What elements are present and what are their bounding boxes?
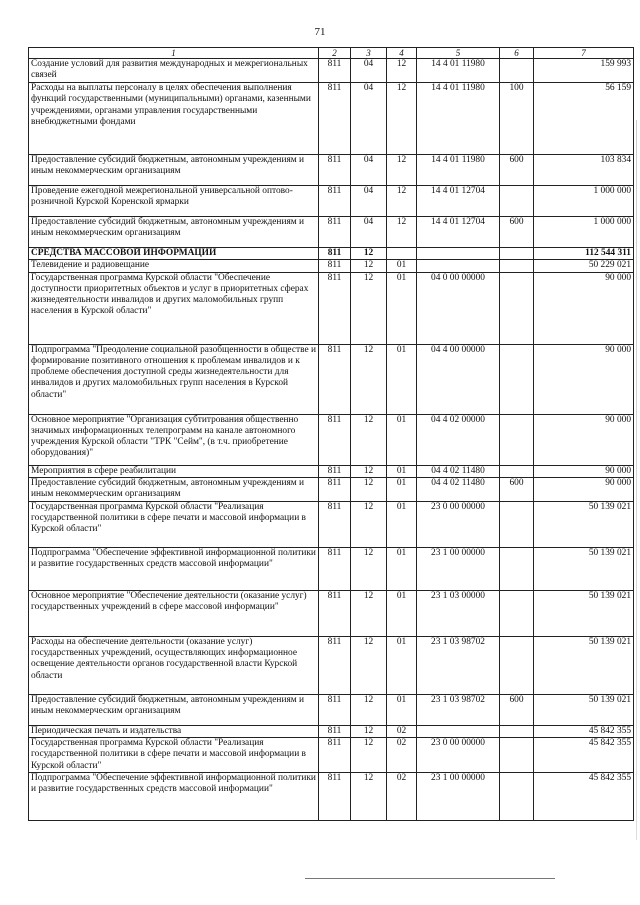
row-subsection: 01 (387, 501, 417, 547)
row-section: 04 (351, 155, 387, 186)
table-row (29, 272, 634, 344)
row-amount: 112 544 311 (534, 248, 634, 260)
table-row (29, 83, 634, 155)
row-admin-code: 811 (319, 344, 351, 414)
row-amount: 50 139 021 (534, 501, 634, 547)
row-target-article: 04 4 00 00000 (417, 344, 500, 414)
table-row (29, 590, 634, 636)
row-target-article: 14 4 01 11980 (417, 59, 500, 83)
row-name: Предоставление субсидий бюджетным, автономным учреждениям и иным некоммерческим организациям (29, 477, 319, 501)
row-section: 12 (351, 725, 387, 737)
row-expense-type (500, 260, 534, 272)
row-name: Государственная программа Курской области "Обеспечение доступности приоритетных объектов и услуг в приоритетных сферах жизнедеятельности инвалидов и других маломобильных групп населения в Курской области" (29, 272, 319, 344)
row-amount: 56 159 (534, 83, 634, 155)
row-name: Расходы на обеспечение деятельности (оказание услуг) государственных учреждений, осуществляющих информационное освещение деятельности органов государственной власти Курской области (29, 636, 319, 694)
row-section: 04 (351, 217, 387, 248)
row-section: 04 (351, 186, 387, 217)
row-amount: 159 993 (534, 59, 634, 83)
row-admin-code: 811 (319, 186, 351, 217)
row-amount: 50 139 021 (534, 694, 634, 725)
row-target-article: 14 4 01 12704 (417, 217, 500, 248)
table-row (29, 414, 634, 465)
row-admin-code: 811 (319, 155, 351, 186)
row-name: Предоставление субсидий бюджетным, автономным учреждениям и иным некоммерческим организациям (29, 217, 319, 248)
row-admin-code: 811 (319, 773, 351, 821)
header-col-1: 1 (29, 48, 319, 59)
row-section: 12 (351, 547, 387, 590)
row-expense-type (500, 590, 534, 636)
row-expense-type: 600 (500, 217, 534, 248)
row-section: 12 (351, 636, 387, 694)
row-section: 12 (351, 272, 387, 344)
table-row (29, 738, 634, 773)
row-expense-type (500, 636, 534, 694)
row-target-article: 14 4 01 11980 (417, 83, 500, 155)
row-section: 12 (351, 465, 387, 477)
row-amount: 90 000 (534, 344, 634, 414)
row-amount: 50 139 021 (534, 590, 634, 636)
row-subsection: 12 (387, 83, 417, 155)
row-target-article (417, 725, 500, 737)
row-admin-code: 811 (319, 501, 351, 547)
row-name: Государственная программа Курской области "Реализация государственной политики в сфере печати и массовой информации в Курской области" (29, 501, 319, 547)
row-subsection (387, 248, 417, 260)
row-amount: 90 000 (534, 414, 634, 465)
row-admin-code: 811 (319, 217, 351, 248)
row-name: Периодическая печать и издательства (29, 725, 319, 737)
header-col-5: 5 (417, 48, 500, 59)
row-subsection: 12 (387, 155, 417, 186)
row-expense-type (500, 414, 534, 465)
row-target-article: 04 4 02 11480 (417, 465, 500, 477)
row-subsection: 12 (387, 59, 417, 83)
row-admin-code: 811 (319, 414, 351, 465)
row-admin-code: 811 (319, 465, 351, 477)
row-subsection: 02 (387, 773, 417, 821)
row-name: Создание условий для развития международных и межрегиональных связей (29, 59, 319, 83)
table-row (29, 465, 634, 477)
row-expense-type (500, 738, 534, 773)
row-admin-code: 811 (319, 547, 351, 590)
row-subsection: 01 (387, 590, 417, 636)
row-name: Мероприятия в сфере реабилитации (29, 465, 319, 477)
table-row (29, 217, 634, 248)
row-expense-type (500, 344, 534, 414)
row-expense-type (500, 501, 534, 547)
row-section: 12 (351, 590, 387, 636)
row-target-article: 23 1 03 00000 (417, 590, 500, 636)
row-amount: 45 842 355 (534, 725, 634, 737)
header-col-4: 4 (387, 48, 417, 59)
row-admin-code: 811 (319, 272, 351, 344)
row-target-article: 04 4 02 11480 (417, 477, 500, 501)
row-expense-type: 600 (500, 477, 534, 501)
row-subsection: 02 (387, 738, 417, 773)
row-name: Подпрограмма "Преодоление социальной разобщенности в обществе и формирование позитивного отношения к проблемам инвалидов и к проблеме обеспечения доступной среды жизнедеятельности для инвалидов и других маломобильных групп населения в Курской области" (29, 344, 319, 414)
row-expense-type: 600 (500, 694, 534, 725)
row-amount: 45 842 355 (534, 773, 634, 821)
header-col-2: 2 (319, 48, 351, 59)
row-subsection: 01 (387, 636, 417, 694)
row-subsection: 01 (387, 344, 417, 414)
row-expense-type (500, 272, 534, 344)
row-target-article (417, 260, 500, 272)
row-subsection: 01 (387, 694, 417, 725)
row-amount: 50 139 021 (534, 636, 634, 694)
row-target-article: 23 1 03 98702 (417, 636, 500, 694)
row-section: 04 (351, 83, 387, 155)
budget-table (28, 47, 634, 821)
row-subsection: 01 (387, 272, 417, 344)
row-amount: 1 000 000 (534, 186, 634, 217)
row-amount: 1 000 000 (534, 217, 634, 248)
row-name: Основное мероприятие "Организация субтитрования общественно значимых информационных телепрограмм на канале автономного учреждения Курской области "ТРК "Сейм", (в т.ч. приобретение оборудования)" (29, 414, 319, 465)
header-col-3: 3 (351, 48, 387, 59)
row-target-article: 04 0 00 00000 (417, 272, 500, 344)
row-expense-type (500, 725, 534, 737)
row-target-article: 14 4 01 11980 (417, 155, 500, 186)
row-target-article: 23 0 00 00000 (417, 501, 500, 547)
row-expense-type (500, 248, 534, 260)
row-admin-code: 811 (319, 477, 351, 501)
row-section: 12 (351, 477, 387, 501)
row-amount: 50 139 021 (534, 547, 634, 590)
table-row (29, 773, 634, 821)
row-target-article: 23 1 00 00000 (417, 547, 500, 590)
table-row (29, 344, 634, 414)
table-row (29, 59, 634, 83)
row-section: 12 (351, 248, 387, 260)
row-name: Предоставление субсидий бюджетным, автономным учреждениям и иным некоммерческим организациям (29, 694, 319, 725)
row-target-article: 23 1 03 98702 (417, 694, 500, 725)
table-row (29, 725, 634, 737)
row-section: 12 (351, 501, 387, 547)
row-amount: 90 000 (534, 272, 634, 344)
row-section: 12 (351, 694, 387, 725)
row-admin-code: 811 (319, 248, 351, 260)
row-target-article: 14 4 01 12704 (417, 186, 500, 217)
table-row (29, 155, 634, 186)
row-amount: 45 842 355 (534, 738, 634, 773)
row-expense-type (500, 773, 534, 821)
row-expense-type: 100 (500, 83, 534, 155)
row-expense-type (500, 186, 534, 217)
row-section: 12 (351, 260, 387, 272)
row-target-article (417, 248, 500, 260)
row-admin-code: 811 (319, 636, 351, 694)
row-target-article: 23 0 00 00000 (417, 738, 500, 773)
row-target-article: 04 4 02 00000 (417, 414, 500, 465)
row-subsection: 01 (387, 260, 417, 272)
row-subsection: 01 (387, 547, 417, 590)
row-name: СРЕДСТВА МАССОВОЙ ИНФОРМАЦИИ (29, 248, 319, 260)
row-amount: 90 000 (534, 477, 634, 501)
table-header-row (29, 48, 634, 59)
row-section: 12 (351, 773, 387, 821)
row-name: Проведение ежегодной межрегиональной универсальной оптово-розничной Курской Коренской ярмарки (29, 186, 319, 217)
header-col-6: 6 (500, 48, 534, 59)
row-section: 12 (351, 738, 387, 773)
row-name: Подпрограмма "Обеспечение эффективной информационной политики и развитие государственных средств массовой информации" (29, 547, 319, 590)
row-section: 12 (351, 344, 387, 414)
table-body (29, 59, 634, 821)
table-row (29, 636, 634, 694)
row-subsection: 02 (387, 725, 417, 737)
header-col-7: 7 (534, 48, 634, 59)
row-admin-code: 811 (319, 59, 351, 83)
row-name: Основное мероприятие "Обеспечение деятельности (оказание услуг) государственных учреждений в сфере массовой информации" (29, 590, 319, 636)
row-name: Предоставление субсидий бюджетным, автономным учреждениям и иным некоммерческим организациям (29, 155, 319, 186)
row-section: 04 (351, 59, 387, 83)
table-row (29, 694, 634, 725)
row-subsection: 01 (387, 477, 417, 501)
table-row (29, 248, 634, 260)
bottom-rule (305, 878, 555, 879)
scan-edge-shadow (636, 120, 637, 840)
row-admin-code: 811 (319, 694, 351, 725)
row-name: Телевидение и радиовещание (29, 260, 319, 272)
row-subsection: 01 (387, 465, 417, 477)
row-expense-type (500, 465, 534, 477)
row-admin-code: 811 (319, 725, 351, 737)
row-expense-type (500, 59, 534, 83)
row-subsection: 12 (387, 217, 417, 248)
row-admin-code: 811 (319, 590, 351, 636)
row-amount: 50 229 021 (534, 260, 634, 272)
row-admin-code: 811 (319, 83, 351, 155)
row-admin-code: 811 (319, 738, 351, 773)
row-subsection: 12 (387, 186, 417, 217)
row-admin-code: 811 (319, 260, 351, 272)
row-expense-type (500, 547, 534, 590)
row-name: Государственная программа Курской области "Реализация государственной политики в сфере печати и массовой информации в Курской области" (29, 738, 319, 773)
row-amount: 103 834 (534, 155, 634, 186)
row-section: 12 (351, 414, 387, 465)
row-target-article: 23 1 00 00000 (417, 773, 500, 821)
table-row (29, 477, 634, 501)
row-subsection: 01 (387, 414, 417, 465)
row-name: Расходы на выплаты персоналу в целях обеспечения выполнения функций государственными (муниципальными) органами, казенными учреждениями, органами управления государственными внебюджетными фондами (29, 83, 319, 155)
page-number: 71 (314, 26, 326, 38)
row-expense-type: 600 (500, 155, 534, 186)
table-row (29, 186, 634, 217)
row-amount: 90 000 (534, 465, 634, 477)
row-name: Подпрограмма "Обеспечение эффективной информационной политики и развитие государственных средств массовой информации" (29, 773, 319, 821)
table-row (29, 260, 634, 272)
table-row (29, 501, 634, 547)
table-row (29, 547, 634, 590)
